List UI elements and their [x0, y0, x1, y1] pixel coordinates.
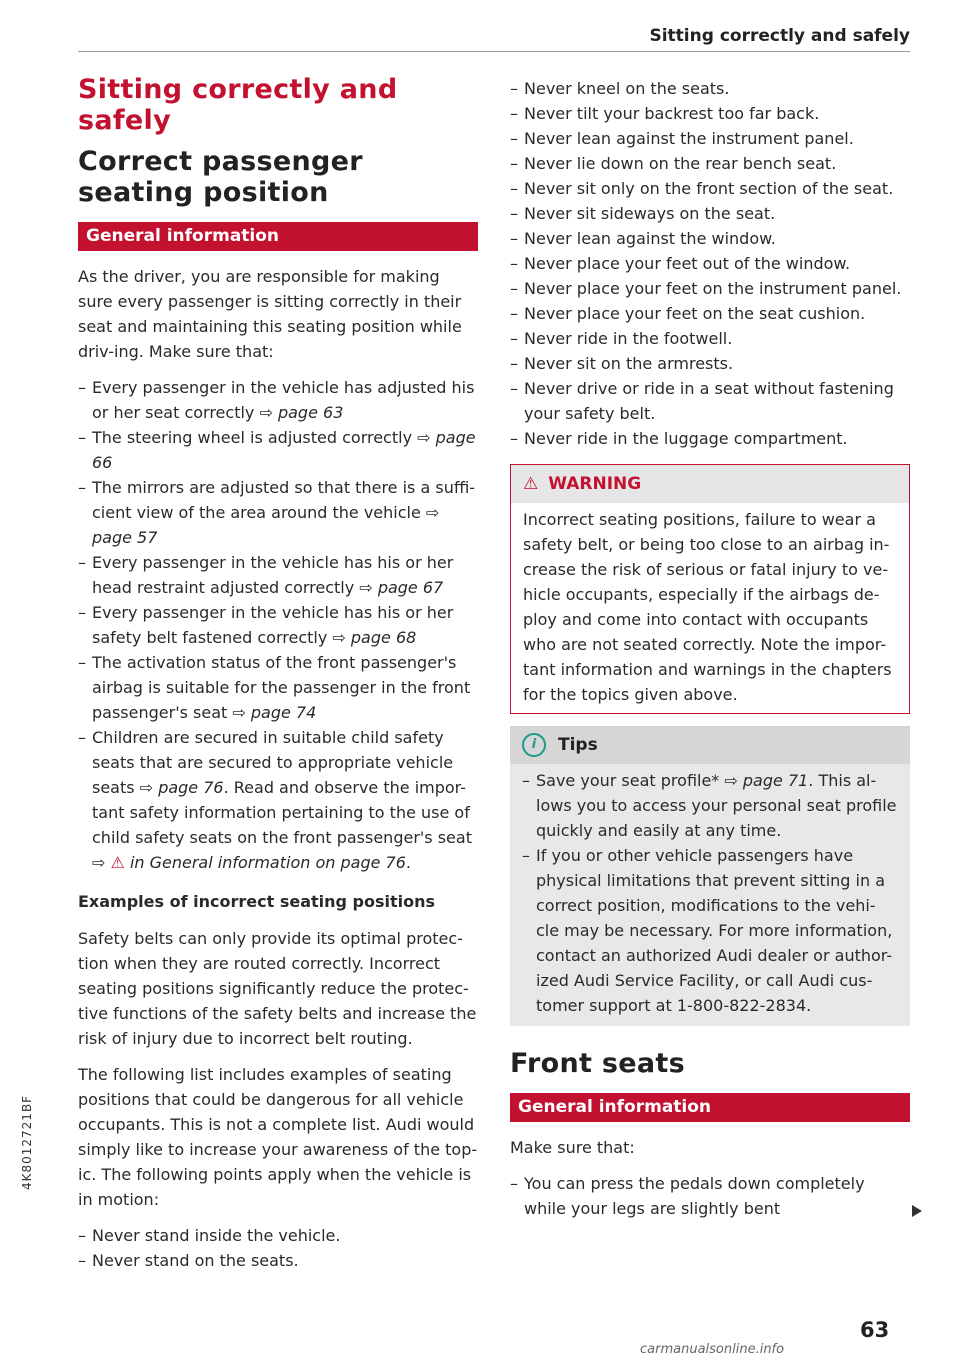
list-item: – Never stand inside the vehicle. — [78, 1226, 341, 1245]
paragraph: Make sure that: — [510, 1138, 635, 1157]
list-item: – Every passenger in the vehicle has his or her safety belt fastened correctly ⇨ page 68 — [78, 603, 454, 647]
list-item: – Never place your feet on the instrument panel. — [510, 279, 902, 298]
list-item: – If you or other vehicle passengers have physical limitations that prevent sitting in a correct position, modifications to the vehi-cle may be necessary. For more information, contact an authorized Audi dealer or author-ized Audi Service Facility, or call Audi cus-tomer support at 1-800-822-2834. — [522, 846, 893, 1015]
page-link[interactable]: page 68 — [350, 628, 417, 647]
page-link[interactable]: page 76 — [158, 778, 224, 797]
list-item: – Never lean against the instrument panel. — [510, 129, 854, 148]
list-item: – Never drive or ride in a seat without fastening your safety belt. — [510, 379, 894, 423]
list-item: – Never lie down on the rear bench seat. — [510, 154, 837, 173]
tips-header — [510, 726, 910, 764]
left-column — [78, 74, 478, 1273]
list-item: – Children are secured in suitable child safety seats that are secured to appropriate vehicle seats ⇨ page 76. Read and observe the impor-tant safety information pertaining to the use of child safety seats on the front passenger's seat ⇨ ⚠ in General information on page 76. — [78, 728, 472, 872]
list-item: – Never ride in the footwell. — [510, 329, 733, 348]
list-item: – Never tilt your backrest too far back. — [510, 104, 820, 123]
page-link[interactable]: page 71 — [742, 771, 809, 790]
page-link[interactable]: page 67 — [377, 578, 444, 597]
list-item: – Never kneel on the seats. — [510, 79, 730, 98]
section-header-general-information: General information — [78, 222, 478, 251]
page-link[interactable]: in General information on page 76 — [129, 853, 406, 872]
warning-header — [511, 465, 909, 503]
list-item: – Never sit sideways on the seat. — [510, 204, 776, 223]
header-rule — [78, 51, 910, 52]
paragraph: The following list includes examples of seating positions that could be dangerous for all vehicle occupants. This is not a complete list. Audi would simply like to increase your awareness of the top-ic. The following points apply when the vehicle is in motion: — [78, 1065, 478, 1209]
list-item: – Never stand on the seats. — [78, 1251, 299, 1270]
intro-paragraph: As the driver, you are responsible for making sure every passenger is sitting correctly in their seat and maintaining this seating position while driv-ing. Make sure that: — [78, 267, 462, 361]
tips-title: Tips — [558, 735, 598, 755]
page-number: 63 — [860, 1318, 890, 1342]
right-column — [510, 76, 910, 1221]
subheading: Examples of incorrect seating positions — [78, 892, 436, 911]
warning-triangle-icon: ⚠ — [523, 474, 539, 494]
list-item: – Every passenger in the vehicle has his or her head restraint adjusted correctly ⇨ page 67 — [78, 553, 454, 597]
tips-box — [510, 726, 910, 1026]
checklist — [78, 375, 478, 875]
list-item: – Never ride in the luggage compartment. — [510, 429, 848, 448]
list-item: – Never sit only on the front section of the seat. — [510, 179, 894, 198]
running-head: Sitting correctly and safely — [649, 26, 910, 46]
section-header-general-information: General information — [510, 1093, 910, 1122]
list-item: – The activation status of the front passenger's airbag is suitable for the passenger in the front passenger's seat ⇨ page 74 — [78, 653, 471, 722]
section-title-front-seats: Front seats — [510, 1048, 685, 1079]
page-link[interactable]: page 57 — [92, 528, 158, 547]
list-item: – Save your seat profile* ⇨ page 71. This al-lows you to access your personal seat profile quickly and easily at any time. — [522, 771, 897, 840]
paragraph: Safety belts can only provide its optimal protec-tion when they are routed correctly. Incorrect seating positions significantly reduce the protec-tive functions of the safety belts and increase the risk of injury due to incorrect belt routing. — [78, 929, 477, 1048]
warning-triangle-icon: ⚠ — [110, 853, 125, 872]
warning-title: WARNING — [548, 474, 642, 494]
list-item: – The steering wheel is adjusted correctly ⇨ page 66 — [78, 428, 476, 472]
info-icon: i — [522, 733, 546, 757]
warning-box — [510, 464, 910, 714]
list-item: – Never sit on the armrests. — [510, 354, 734, 373]
chapter-title: Correct passenger seating position — [78, 146, 363, 208]
list-item: – Never lean against the window. — [510, 229, 776, 248]
warning-text: Incorrect seating positions, failure to wear a safety belt, or being too close to an airbag in-crease the risk of serious or fatal injury to ve-hicle occupants, especially if the airbags de-ploy and come into contact with occupants who are not seated correctly. Note the impor-tant information and warnings in the chapters for the topics given above. — [523, 510, 892, 704]
tips-body — [510, 764, 910, 1026]
list-item: – You can press the pedals down completely while your legs are slightly bent — [510, 1174, 865, 1218]
page-link[interactable]: page 66 — [92, 428, 476, 472]
never-list — [510, 76, 910, 451]
list-item: – Never place your feet out of the window. — [510, 254, 851, 273]
list-item: – The mirrors are adjusted so that there is a suffi-cient view of the area around the vehicle ⇨ page 57 — [78, 478, 476, 547]
page-link[interactable]: page 63 — [277, 403, 344, 422]
page-title: Sitting correctly and safely — [78, 74, 398, 136]
never-list — [78, 1223, 478, 1273]
continue-arrow-icon — [912, 1205, 922, 1217]
list-item: – Every passenger in the vehicle has adjusted his or her seat correctly ⇨ page 63 — [78, 378, 475, 422]
watermark-footer: carmanualsonline.info — [640, 1342, 785, 1357]
document-code: 4K8012721BF — [20, 1094, 34, 1190]
page-link[interactable]: page 74 — [250, 703, 317, 722]
list-item: – Never place your feet on the seat cushion. — [510, 304, 866, 323]
